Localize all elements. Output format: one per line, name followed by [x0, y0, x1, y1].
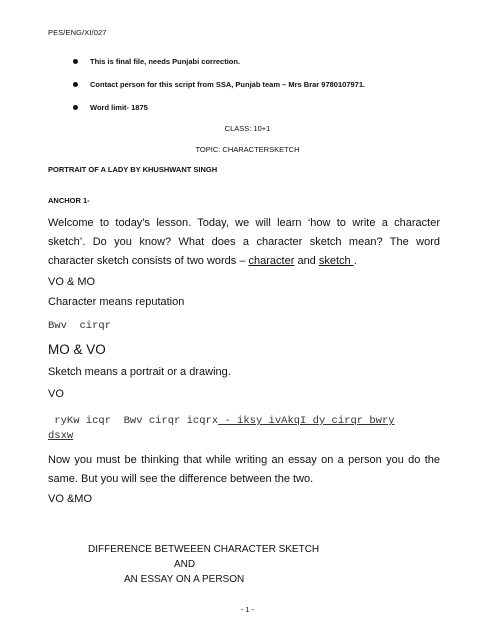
intro-paragraph: Welcome to today’s lesson. Today, we will learn ‘how to write a character sketch’. Do you know? What does a character sketch mean? The word character sketch consists of two words – character and sketch .: [48, 217, 440, 267]
topic-line: TOPIC: CHARACTERSKETCH: [195, 145, 300, 154]
page-number: - 1 -: [240, 605, 255, 614]
bullet-icon: [73, 105, 78, 110]
class-line: CLASS: 10+1: [224, 124, 271, 133]
vo-mo-label: VO & MO: [48, 276, 96, 288]
difference-heading-line2: AND: [174, 559, 196, 570]
difference-heading-line1: DIFFERENCE BETWEEEN CHARACTER SKETCH: [88, 544, 320, 555]
document-title: PORTRAIT OF A LADY BY KHUSHWANT SINGH: [48, 165, 218, 174]
bullet-icon: [73, 82, 78, 87]
vo-mo-label-2: VO &MO: [48, 493, 93, 505]
bullet-icon: [73, 59, 78, 64]
punjabi-text-2-continued: dsxw: [48, 430, 74, 442]
difference-paragraph: Now you must be thinking that while writing an essay on a person you do the same. But you will see the difference between the two.: [48, 454, 440, 485]
character-definition: Character means reputation: [48, 296, 185, 308]
mo-vo-label: MO & VO: [48, 342, 106, 357]
document-code: PES/ENG/XI/027: [48, 28, 107, 37]
sketch-definition: Sketch means a portrait or a drawing.: [48, 366, 231, 378]
difference-heading-line3: AN ESSAY ON A PERSON: [124, 574, 245, 585]
vo-label: VO: [48, 388, 64, 400]
note-item: This is final file, needs Punjabi correction.: [72, 56, 365, 68]
punjabi-text-1: Bwv cirqr: [48, 320, 112, 332]
note-item: Word limit- 1875: [72, 102, 365, 114]
word-character: character: [248, 255, 295, 267]
note-item: Contact person for this script from SSA, Punjab team – Mrs Brar 9780107971.: [72, 79, 365, 91]
notes-list: [72, 56, 365, 125]
anchor-label: ANCHOR 1-: [48, 196, 90, 205]
word-sketch: sketch: [318, 255, 354, 267]
punjabi-text-2: ryKw icqr Bwv cirqr icqrx - iksy ivAkqI dy cirqr bwry: [48, 415, 395, 427]
